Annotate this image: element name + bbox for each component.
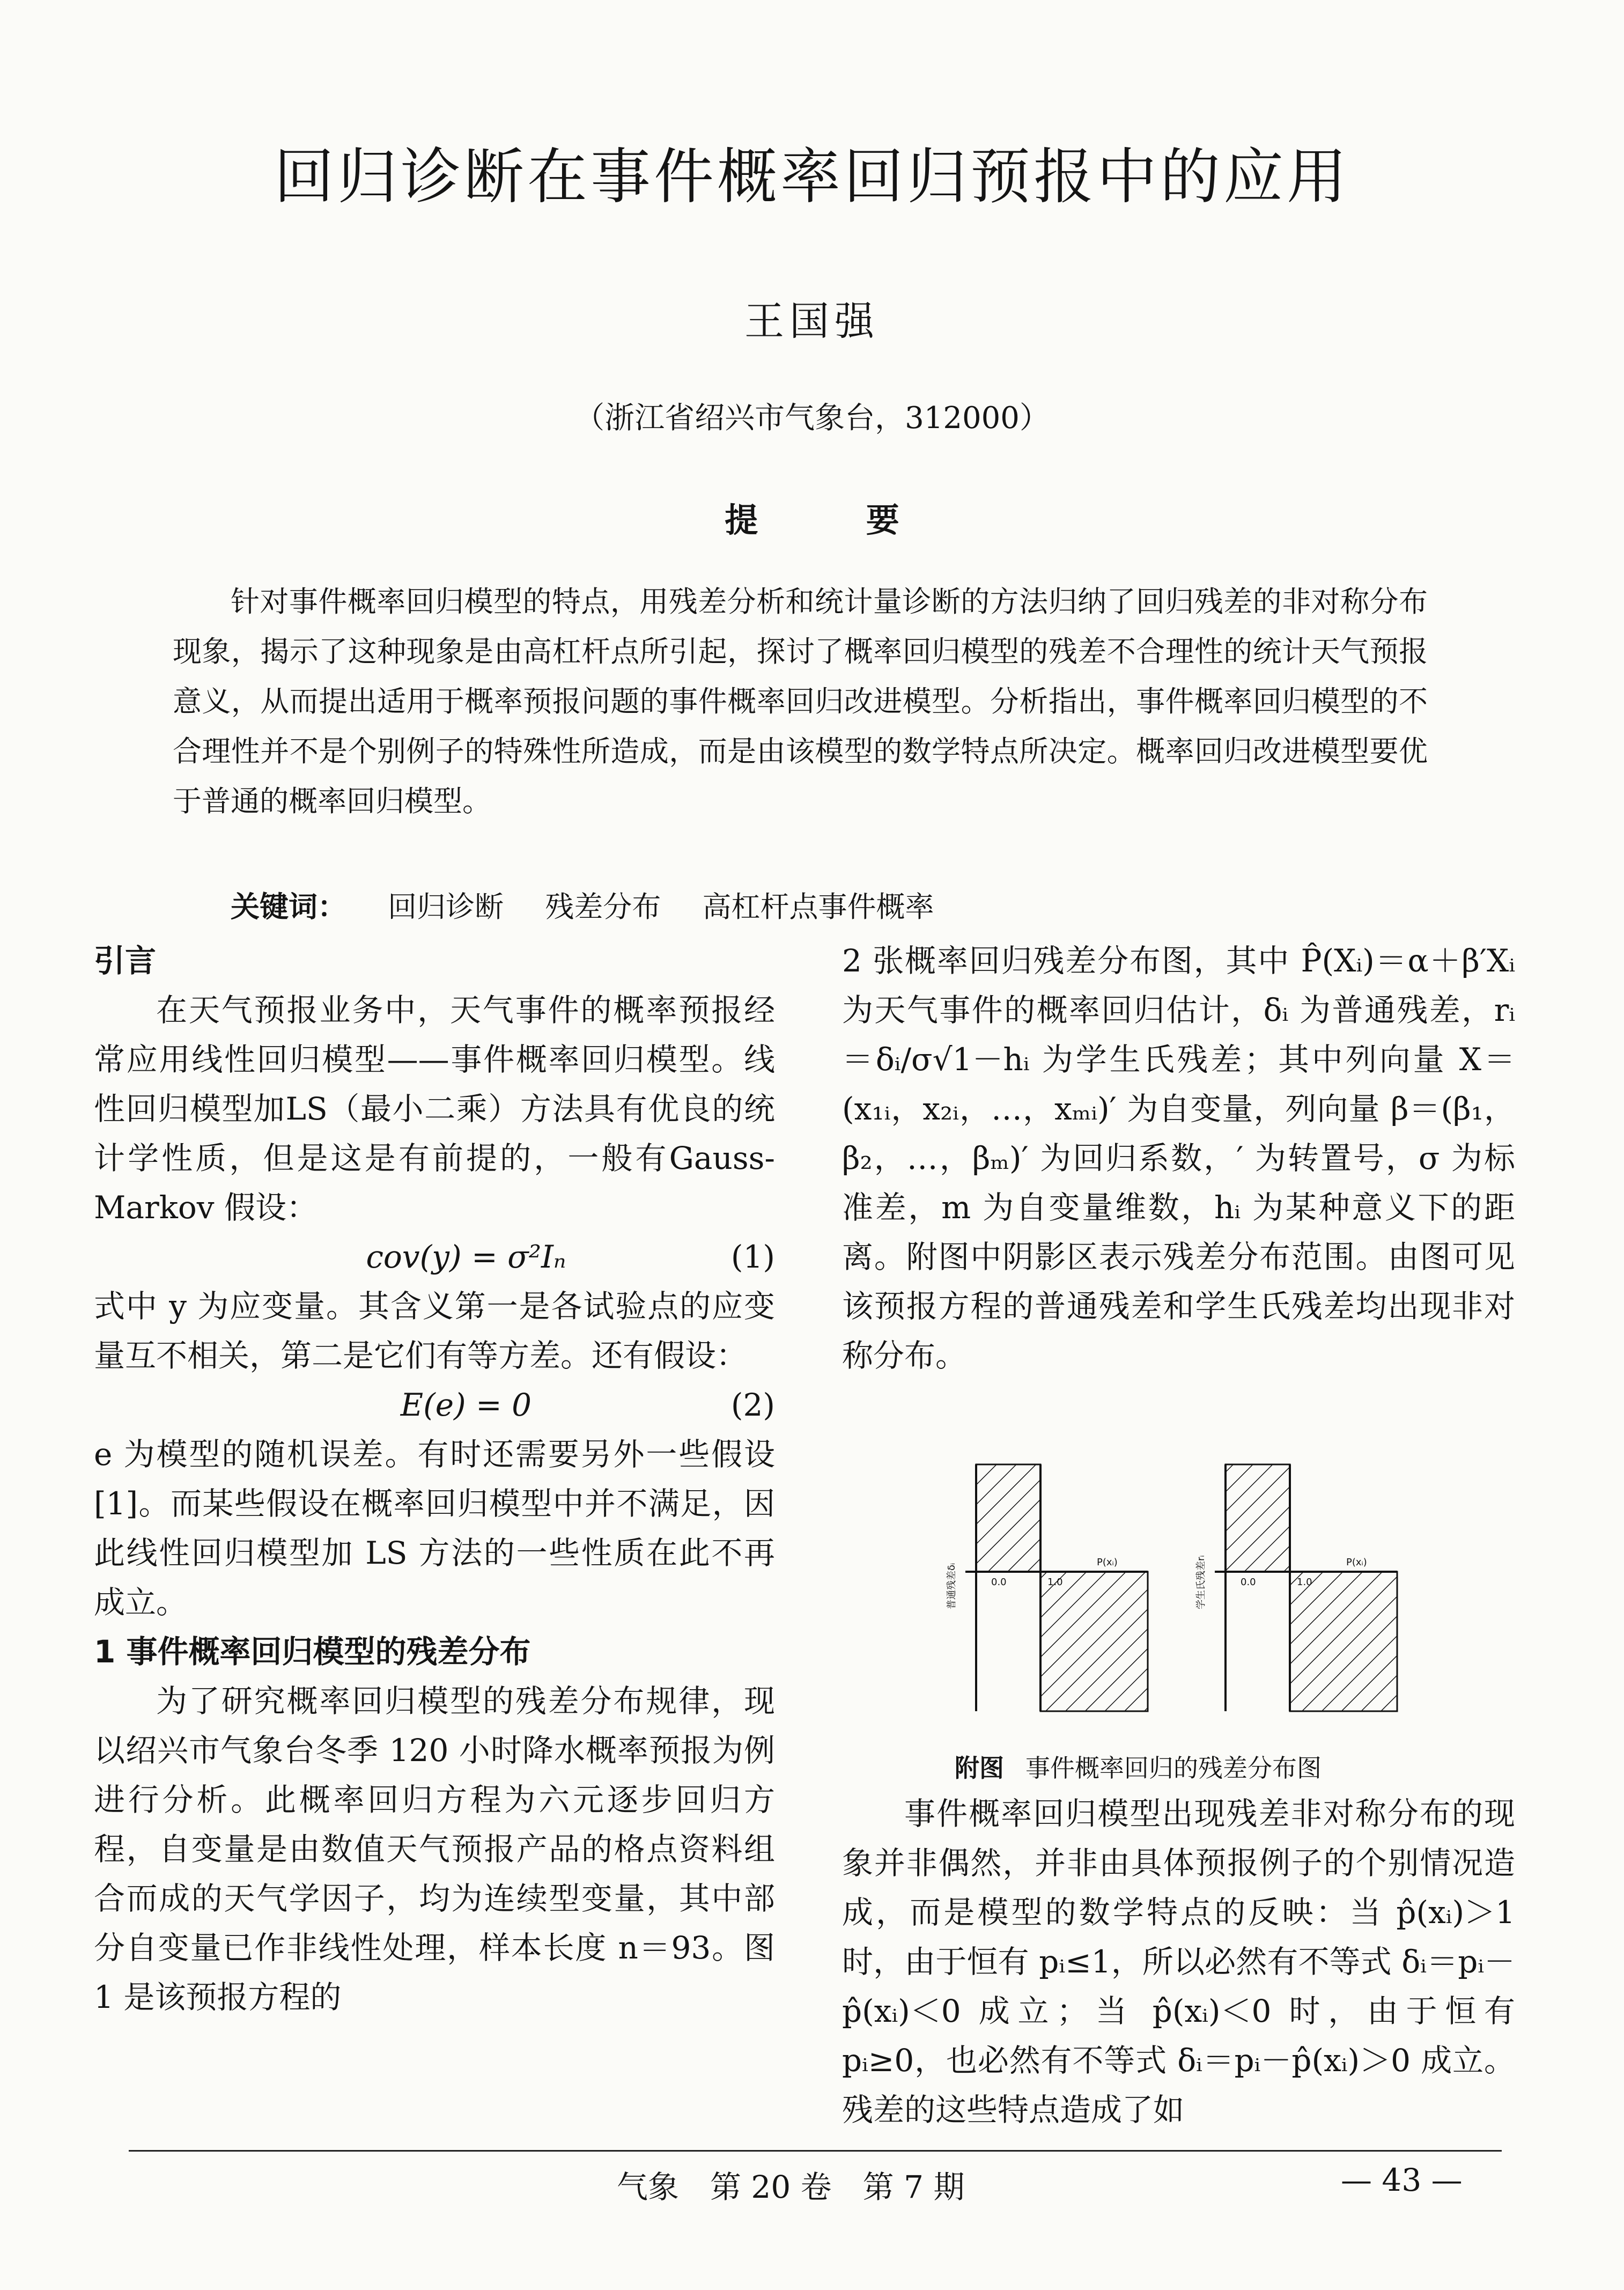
paragraph: 在天气预报业务中，天气事件的概率预报经常应用线性回归模型——事件概率回归模型。线性回归模型加LS（最小二乘）方法具有优良的统计学性质，但是这是有前提的，一般有Gauss-Markov 假设： xyxy=(94,992,775,1226)
section-1-heading: 1 事件概率回归模型的残差分布 xyxy=(94,1633,531,1670)
tick-label: 0.0 xyxy=(991,1577,1007,1588)
paragraph: 事件概率回归模型出现残差非对称分布的现象并非偶然，并非由具体预报例子的个别情况造成，而是模型的数学特点的反映：当 p̂(xᵢ)＞1 时，由于恒有 pᵢ≤1，所以必然有不等式 δᵢ＝pᵢ－p̂(xᵢ)＜0 成立；当 p̂(xᵢ)＜0 时，由于恒有 pᵢ≥0，也必然有不等式 δᵢ＝pᵢ－p̂(xᵢ)＞0 成立。残差的这些特点造成了如 xyxy=(842,1795,1515,2128)
journal-info: 气象 第 20 卷 第 7 期 xyxy=(617,2169,965,2205)
affiliation: （浙江省绍兴市气象台，312000） xyxy=(574,401,1050,436)
equation-1 xyxy=(94,1232,775,1282)
caption-label: 附图 xyxy=(955,1754,1004,1783)
keyword-item: 高杠杆点事件概率 xyxy=(702,890,934,924)
intro-heading: 引言 xyxy=(94,942,157,979)
keyword-item: 回归诊断 xyxy=(388,890,504,924)
right-column xyxy=(842,936,1515,1380)
paragraph: 为了研究概率回归模型的残差分布规律，现以绍兴市气象台冬季 120 小时降水概率预报为例进行分析。此概率回归方程为六元逐步回归方程，自变量是由数值天气预报产品的格点资料组合而成的天气学因子，均为连续型变量，其中部分自变量已作非线性处理，样本长度 n＝93。图 1 是该预报方程的 xyxy=(94,1683,775,2015)
hatched-region xyxy=(1040,1572,1148,1711)
x-axis-label: P(xᵢ) xyxy=(1097,1557,1118,1568)
hatched-region xyxy=(1290,1572,1397,1711)
footer-rule xyxy=(129,2150,1502,2152)
caption-text: 事件概率回归的残差分布图 xyxy=(1025,1754,1322,1783)
paragraph: 2 张概率回归残差分布图，其中 P̂(Xᵢ)＝α＋β′Xᵢ 为天气事件的概率回归估计，δᵢ 为普通残差，rᵢ＝δᵢ/σ√1－hᵢ 为学生氏残差；其中列向量 X＝(x₁ᵢ，x₂ᵢ，…，xₘᵢ)′ 为自变量，列向量 β＝(β₁，β₂，…，βₘ)′ 为回归系数，′ 为转置号，σ 为标准差，m 为自变量维数，hᵢ 为某种意义下的距离。附图中阴影区表示残差分布范围。由图可见该预报方程的普通残差和学生氏残差均出现非对称分布。 xyxy=(842,942,1515,1374)
abstract-heading: 提 要 xyxy=(725,500,948,540)
author-name: 王国强 xyxy=(744,298,880,344)
left-column xyxy=(94,936,775,2022)
figure-caption xyxy=(955,1749,1491,1784)
y-axis-label: 普通残差δᵢ xyxy=(946,1563,957,1609)
tick-label: 1.0 xyxy=(1297,1577,1312,1588)
keywords-line xyxy=(231,884,1411,925)
hatched-region xyxy=(976,1464,1040,1572)
equation-number: (1) xyxy=(730,1239,775,1275)
tick-label: 0.0 xyxy=(1241,1577,1256,1588)
page-number: — 43 — xyxy=(1341,2162,1463,2198)
equation-number: (2) xyxy=(730,1387,775,1423)
paper-title: 回归诊断在事件概率回归预报中的应用 xyxy=(274,142,1350,212)
abstract-text: 针对事件概率回归模型的特点，用残差分析和统计量诊断的方法归纳了回归残差的非对称分布现象，揭示了这种现象是由高杠杆点所引起，探讨了概率回归模型的残差不合理性的统计天气预报意义，从而提出适用于概率预报问题的事件概率回归改进模型。分析指出，事件概率回归模型的不合理性并不是个别例子的特殊性所造成，而是由该模型的数学特点所决定。概率回归改进模型要优于普通的概率回归模型。 xyxy=(173,585,1428,818)
equation-2 xyxy=(94,1380,775,1430)
tick-label: 1.0 xyxy=(1047,1577,1063,1588)
x-axis-label: P(xᵢ) xyxy=(1346,1557,1367,1568)
y-axis-label: 学生氏残差rᵢ xyxy=(1195,1555,1207,1609)
equation-expression: cov(y) = σ²Iₙ xyxy=(366,1239,566,1275)
paragraph: 式中 y 为应变量。其含义第一是各试验点的应变量互不相关，第二是它们有等方差。还有假设： xyxy=(94,1288,775,1374)
ordinary-residual-panel xyxy=(946,1464,1148,1711)
studentized-residual-panel xyxy=(1195,1464,1397,1711)
paragraph: e 为模型的随机误差。有时还需要另外一些假设[1]。而某些假设在概率回归模型中并不满足，因此线性回归模型加 LS 方法的一些性质在此不再成立。 xyxy=(94,1436,775,1621)
right-column-continued xyxy=(842,1789,1515,2134)
equation-expression: E(e) = 0 xyxy=(400,1387,532,1423)
keyword-item: 残差分布 xyxy=(545,890,661,924)
hatched-region xyxy=(1226,1464,1290,1572)
residual-distribution-figure xyxy=(933,1448,1496,1727)
keywords-label: 关键词： xyxy=(231,890,346,924)
